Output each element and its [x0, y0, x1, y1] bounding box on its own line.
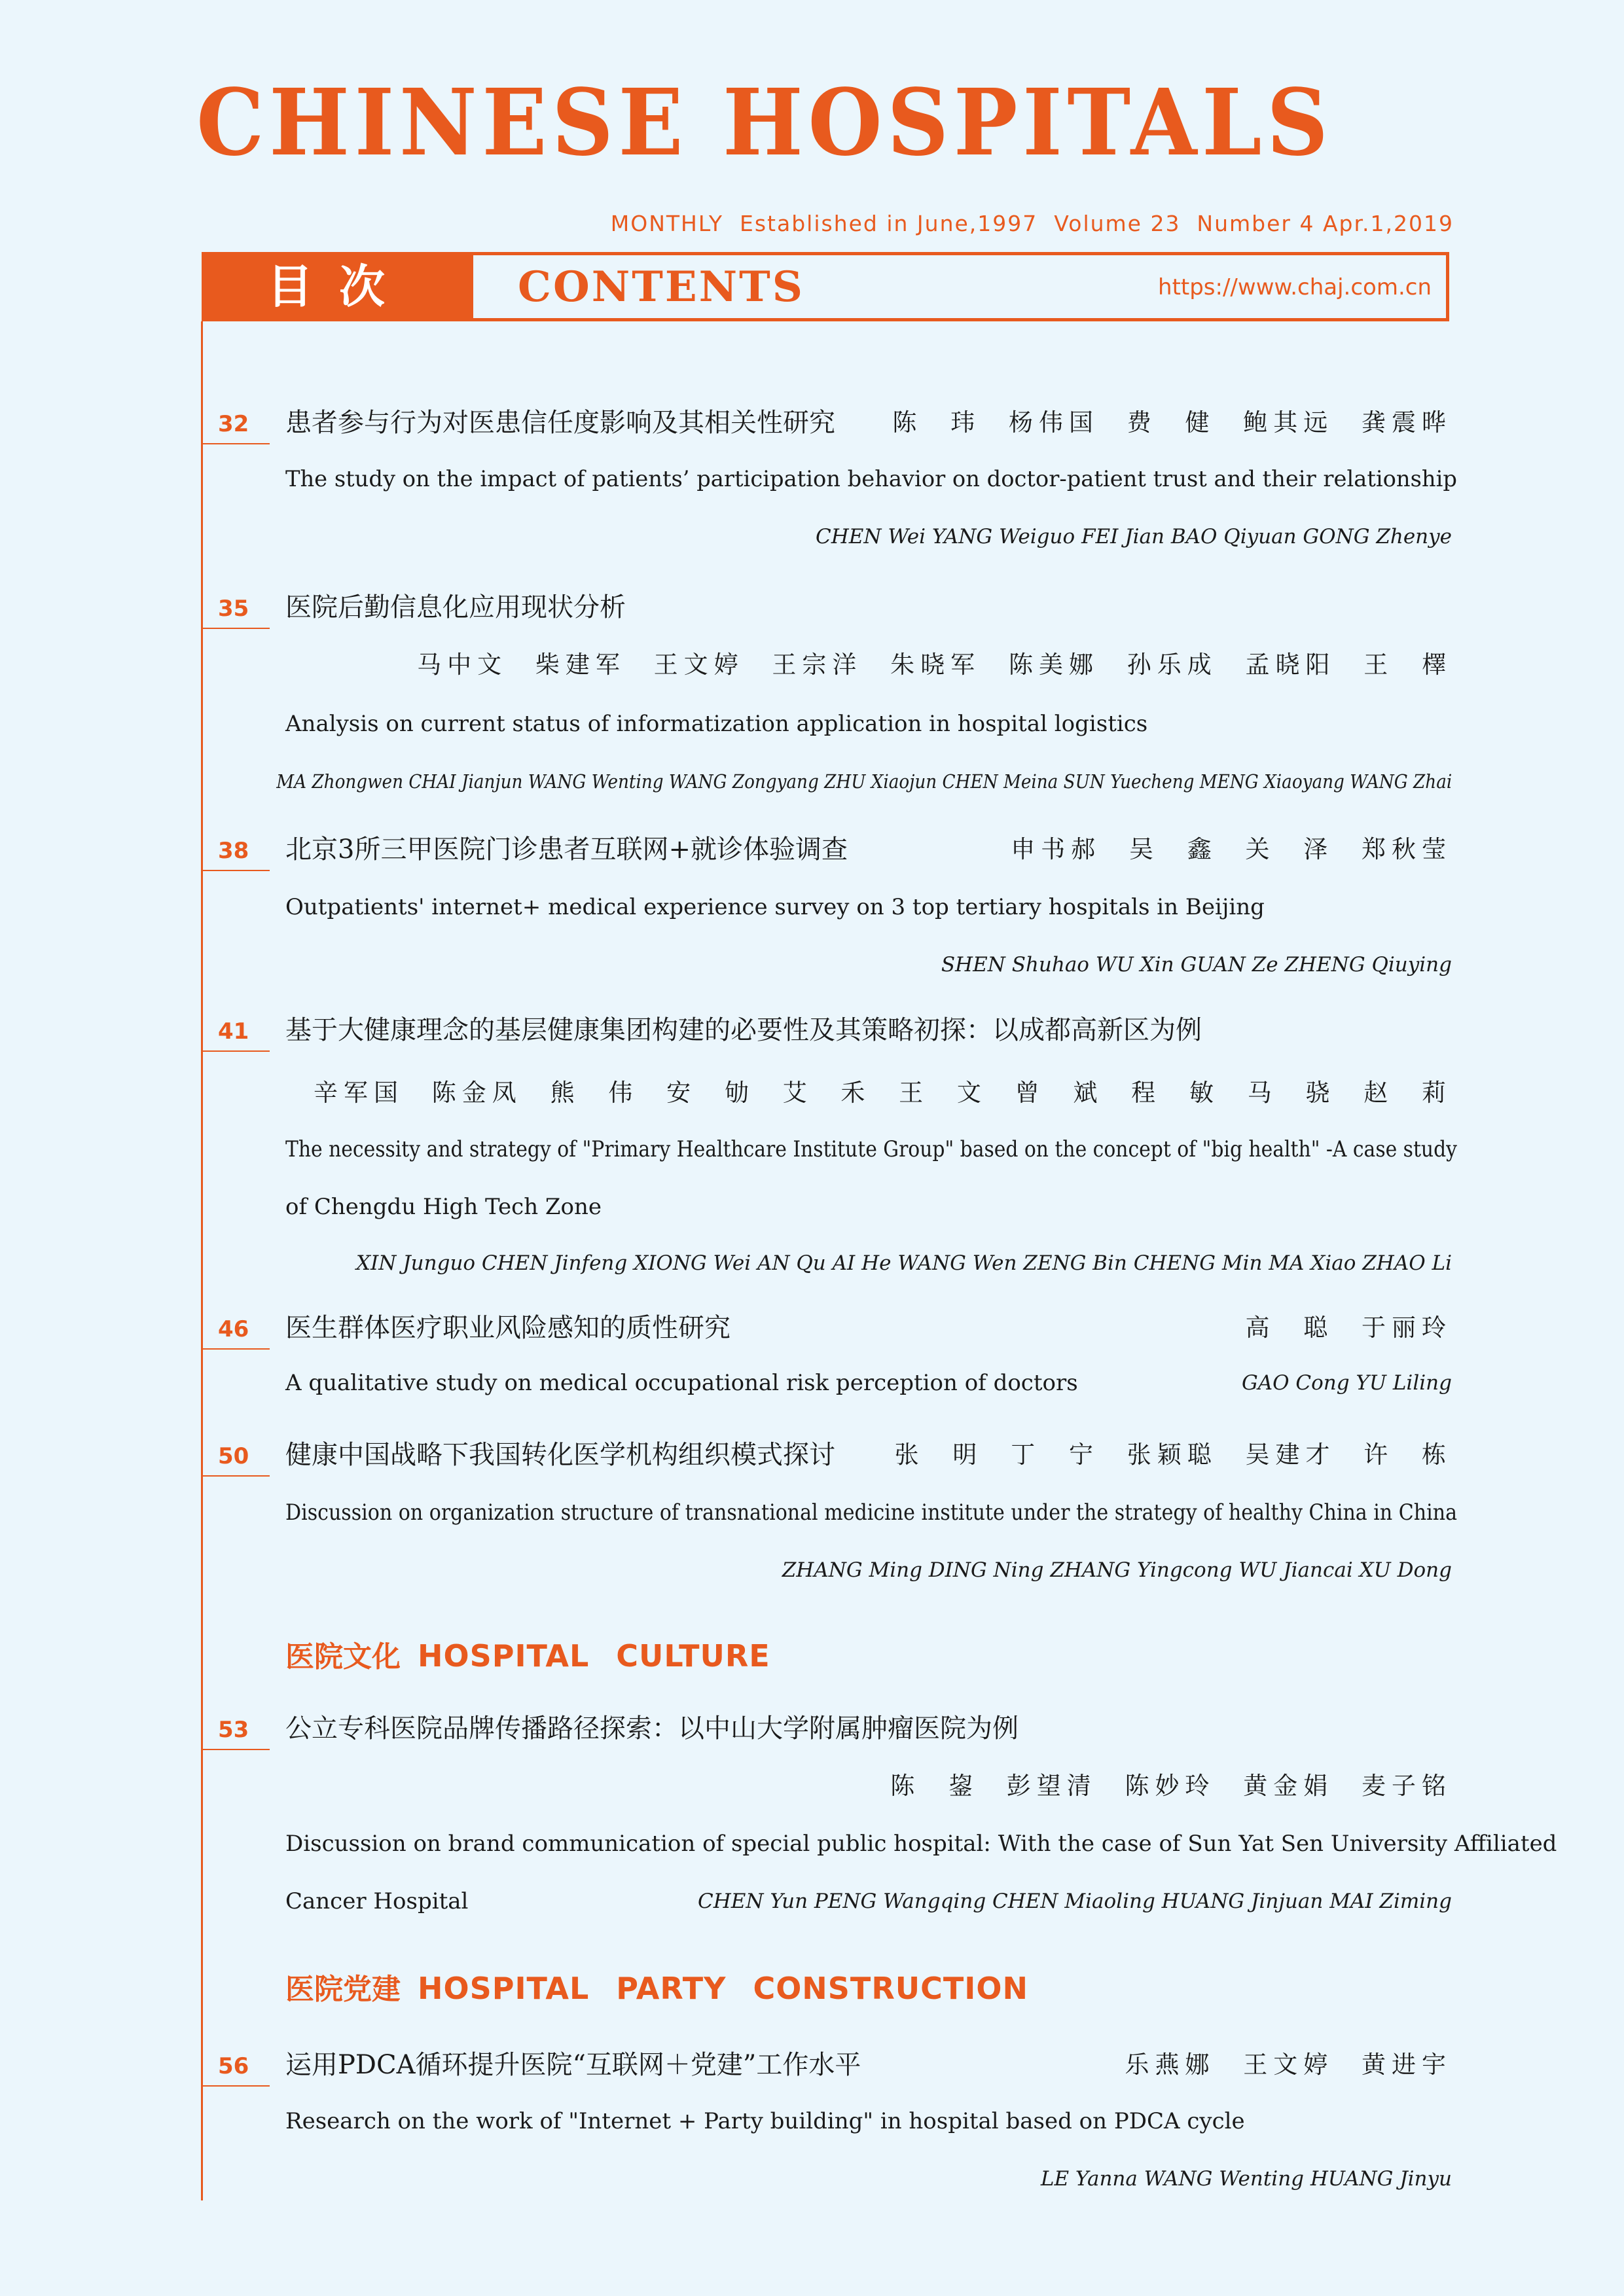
- article-authors-cn: 乐燕娜 王文婷 黄进宇: [1125, 2051, 1452, 2079]
- article-title-cn[interactable]: 医生群体医疗职业风险感知的质性研究: [285, 1313, 731, 1343]
- entry-rule: [201, 628, 270, 629]
- article-authors-cn: 陈 鋆 彭望清 陈妙玲 黄金娟 麦子铭: [890, 1772, 1452, 1800]
- entry-rule: [201, 443, 270, 444]
- journal-title: CHINESE HOSPITALS: [196, 69, 1333, 177]
- page-number: 50: [218, 1443, 249, 1469]
- article-authors-en: CHEN Wei YANG Weiguo FEI Jian BAO Qiyuan GONG Zhenye: [816, 525, 1452, 548]
- section-title-cn: 医院党建: [285, 1973, 401, 2006]
- entry-rule: [201, 1749, 270, 1750]
- article-authors-cn: 高 聪 于丽玲: [1245, 1314, 1452, 1342]
- article-authors-cn: 张 明 丁 宁 张颖聪 吴建才 许 栋: [894, 1441, 1452, 1469]
- section-title-en: HOSPITAL PARTY CONSTRUCTION: [418, 1971, 1028, 2006]
- article-title-en[interactable]: The necessity and strategy of "Primary Healthcare Institute Group" based on the concept of "big health" -A case study: [285, 1136, 1457, 1162]
- entry-rule: [201, 2085, 270, 2087]
- contents-banner: [202, 252, 1449, 321]
- article-title-cn[interactable]: 患者参与行为对医患信任度影响及其相关性研究: [285, 408, 835, 438]
- article-title-en[interactable]: Outpatients' internet+ medical experience survey on 3 top tertiary hospitals in Beijing: [285, 894, 1265, 920]
- article-authors-en: ZHANG Ming DING Ning ZHANG Yingcong WU Jiancai XU Dong: [782, 1558, 1452, 1582]
- section-heading-culture: [285, 1636, 770, 1683]
- article-authors-cn: 马中文 柴建军 王文婷 王宗洋 朱晓军 陈美娜 孙乐成 孟晓阳 王 檡: [417, 651, 1452, 679]
- page-number: 46: [218, 1316, 249, 1342]
- article-authors-en: LE Yanna WANG Wenting HUANG Jinyu: [1040, 2167, 1452, 2191]
- section-heading-party: [285, 1969, 1028, 2015]
- margin-rule: [201, 321, 203, 2200]
- article-authors-en: GAO Cong YU Liling: [1241, 1371, 1452, 1395]
- article-authors-cn: 申书郝 吴 鑫 关 泽 郑秋莹: [1011, 835, 1452, 863]
- article-title-cn[interactable]: 健康中国战略下我国转化医学机构组织模式探讨: [285, 1440, 835, 1470]
- article-authors-en: XIN Junguo CHEN Jinfeng XIONG Wei AN Qu AI He WANG Wen ZENG Bin CHENG Min MA Xiao ZHAO Li: [355, 1251, 1452, 1275]
- page-number: 56: [218, 2053, 249, 2079]
- article-authors-en: CHEN Yun PENG Wangqing CHEN Miaoling HUANG Jinjuan MAI Ziming: [697, 1890, 1452, 1913]
- page-number: 35: [218, 596, 249, 622]
- article-title-en-cont[interactable]: of Chengdu High Tech Zone: [285, 1194, 602, 1220]
- article-title-cn[interactable]: 运用PDCA循环提升医院“互联网＋党建”工作水平: [285, 2050, 861, 2080]
- contents-title-cn: 目次: [205, 255, 473, 318]
- website-link[interactable]: https://www.chaj.com.cn: [1158, 274, 1432, 300]
- article-title-en[interactable]: Research on the work of "Internet + Party building" in hospital based on PDCA cycle: [285, 2108, 1245, 2134]
- article-title-cn[interactable]: 北京3所三甲医院门诊患者互联网+就诊体验调查: [285, 834, 848, 865]
- page-number: 38: [218, 838, 249, 864]
- issue-info: MONTHLY Established in June,1997 Volume 23 Number 4 Apr.1,2019: [610, 211, 1454, 236]
- article-title-en-cont[interactable]: Cancer Hospital: [285, 1888, 469, 1914]
- entry-rule: [201, 1348, 270, 1350]
- section-title-cn: 医院文化: [285, 1640, 401, 1674]
- article-title-cn[interactable]: 公立专科医院品牌传播路径探索：以中山大学附属肿瘤医院为例: [285, 1713, 1019, 1744]
- entry-rule: [201, 870, 270, 871]
- article-title-cn[interactable]: 基于大健康理念的基层健康集团构建的必要性及其策略初探：以成都高新区为例: [285, 1015, 1202, 1045]
- article-title-en[interactable]: Analysis on current status of informatization application in hospital logistics: [285, 711, 1148, 737]
- article-title-cn[interactable]: 医院后勤信息化应用现状分析: [285, 592, 626, 622]
- article-authors-cn: 辛军国 陈金凤 熊 伟 安 劬 艾 禾 王 文 曾 斌 程 敏 马 骁 赵 莉: [314, 1079, 1452, 1107]
- article-title-en[interactable]: Discussion on brand communication of special public hospital: With the case of Sun Yat Sen University Affiliated: [285, 1831, 1557, 1857]
- article-title-en[interactable]: The study on the impact of patients’ participation behavior on doctor-patient trust and their relationship: [285, 466, 1457, 492]
- article-authors-en: SHEN Shuhao WU Xin GUAN Ze ZHENG Qiuying: [941, 953, 1452, 977]
- page-number: 41: [218, 1018, 249, 1045]
- section-title-en: HOSPITAL CULTURE: [418, 1638, 770, 1674]
- page-number: 53: [218, 1717, 249, 1743]
- article-title-en[interactable]: A qualitative study on medical occupational risk perception of doctors: [285, 1370, 1078, 1396]
- entry-rule: [201, 1050, 270, 1052]
- article-authors-cn: 陈 玮 杨伟国 费 健 鲍其远 龚震晔: [892, 408, 1452, 437]
- page-number: 32: [218, 411, 249, 437]
- article-title-en[interactable]: Discussion on organization structure of transnational medicine institute under the strategy of healthy China in China: [285, 1499, 1457, 1526]
- contents-title-en: CONTENTS: [518, 262, 804, 312]
- entry-rule: [201, 1475, 270, 1477]
- article-authors-en: MA Zhongwen CHAI Jianjun WANG Wenting WANG Zongyang ZHU Xiaojun CHEN Meina SUN Yuecheng MENG Xiaoyang WANG Zhai: [276, 770, 1452, 793]
